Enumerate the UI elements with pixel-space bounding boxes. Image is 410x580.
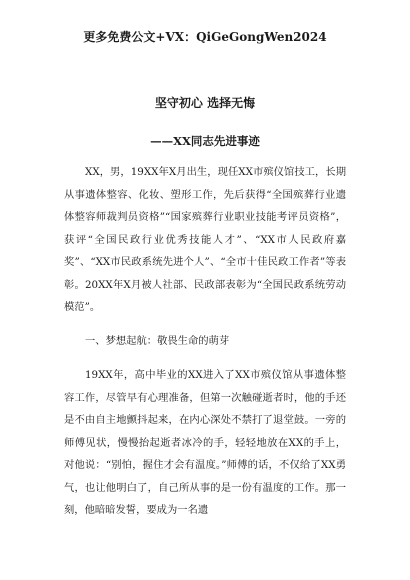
body-paragraph: 19XX年，高中毕业的XX进入了XX市殡仪馆从事遗体整容工作，尽管早有心理准备，但第一次触碰逝者时，他的手还是不由自主地颤抖起来，在内心深处不禁打了退堂鼓。一旁的师傅见状，慢慢抬起逝者冰冷的手，轻轻地放在XX的手上，对他说：“别怕，握住才会有温度。”师傅的话，不仅给了XX勇气，也让他明白了，自己所从事的是一份有温度的工作。那一刻，他暗暗发誓，要成为一名遗 xyxy=(64,369,346,516)
section-heading: 一、梦想起航：敬畏生命的萌芽 xyxy=(85,335,230,347)
intro-paragraph: XX，男，19XX年X月出生，现任XX市殡仪馆技工，长期从事遗体整容、化妆、塑形工作，先后获得“全国殡葬行业遗体整容师裁判员资格”“国家殡葬行业职业技能考评员资格”，获评“全国民政行业优秀技能人才”、“XX市人民政府嘉奖”、“XX市民政系统先进个人”、“全市十佳民政工作者”等表彰。20XX年X月被人社部、民政部表彰为“全国民政系统劳动模范”。 xyxy=(64,166,346,313)
document-subtitle: ——XX同志先进事迹 xyxy=(150,134,260,148)
promo-header: 更多免费公文+VX：QiGeGongWen2024 xyxy=(83,30,327,44)
document-title: 坚守初心 选择无悔 xyxy=(154,96,256,110)
